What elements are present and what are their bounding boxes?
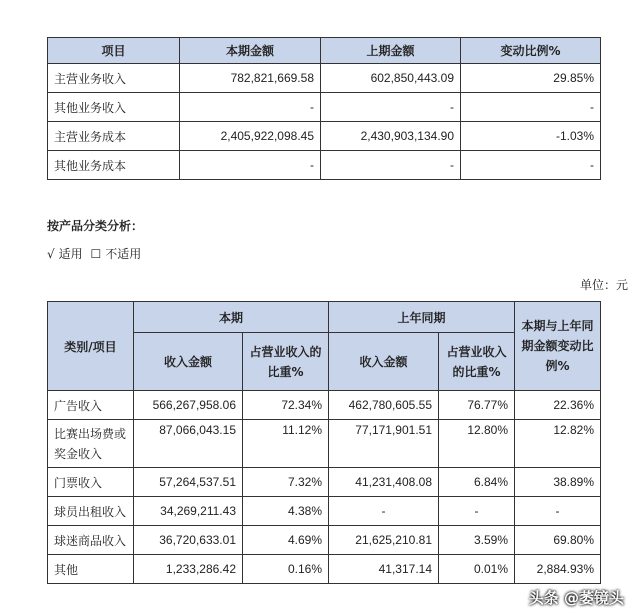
change-ratio: -: [515, 497, 601, 526]
prior-revenue: 77,171,901.51: [329, 420, 439, 468]
change-ratio: 2,884.93%: [515, 555, 601, 584]
prior-share: 76.77%: [439, 391, 515, 420]
income-cost-table: [47, 37, 601, 180]
header-prior: 上年同期: [329, 302, 515, 333]
row-label: 其他: [48, 555, 134, 584]
table-row: [48, 64, 601, 93]
change-ratio: 69.80%: [515, 526, 601, 555]
current-revenue: 566,267,958.06: [134, 391, 243, 420]
prior-revenue: -: [329, 497, 439, 526]
table-row: [48, 526, 601, 555]
table1-header-row: [48, 38, 601, 64]
change-ratio: 29.85%: [461, 64, 601, 93]
current-revenue: 36,720,633.01: [134, 526, 243, 555]
header-revenue: 收入金额: [134, 333, 243, 391]
table-row: [48, 122, 601, 151]
check-mark-icon: √: [47, 247, 55, 261]
header-share: 占营业收入的比重%: [439, 333, 515, 391]
header-current: 本期: [134, 302, 329, 333]
current-revenue: 34,269,211.43: [134, 497, 243, 526]
table-row: [48, 555, 601, 584]
row-label: 主营业务成本: [48, 122, 180, 151]
change-ratio: 38.89%: [515, 468, 601, 497]
row-label: 其他业务成本: [48, 151, 180, 180]
header-change: 本期与上年同期金额变动比例%: [515, 302, 601, 391]
change-ratio: 22.36%: [515, 391, 601, 420]
prior-revenue: 462,780,605.55: [329, 391, 439, 420]
prior-revenue: 21,625,210.81: [329, 526, 439, 555]
current-share: 4.69%: [243, 526, 329, 555]
current-share: 72.34%: [243, 391, 329, 420]
prior-share: 3.59%: [439, 526, 515, 555]
table-row: [48, 391, 601, 420]
row-label: 球员出租收入: [48, 497, 134, 526]
prior-amount: -: [321, 93, 461, 122]
prior-share: 12.80%: [439, 420, 515, 468]
watermark: 头条 @萎镜头: [528, 589, 624, 607]
prior-amount: 602,850,443.09: [321, 64, 461, 93]
current-revenue: 87,066,043.15: [134, 420, 243, 468]
table-row: [48, 468, 601, 497]
option-not-applicable: 不适用: [105, 247, 142, 261]
table-row: [48, 151, 601, 180]
product-category-table: [47, 301, 601, 584]
table1-header: 上期金额: [321, 38, 461, 64]
current-share: 11.12%: [243, 420, 329, 468]
current-amount: 782,821,669.58: [180, 64, 321, 93]
prior-revenue: 41,231,408.08: [329, 468, 439, 497]
section-title: 按产品分类分析：: [47, 219, 144, 233]
current-revenue: 1,233,286.42: [134, 555, 243, 584]
row-label: 门票收入: [48, 468, 134, 497]
applicability-options: [47, 245, 145, 262]
prior-amount: 2,430,903,134.90: [321, 122, 461, 151]
change-ratio: 12.82%: [515, 420, 601, 468]
prior-amount: -: [321, 151, 461, 180]
table-row: [48, 497, 601, 526]
table1-header: 变动比例%: [461, 38, 601, 64]
unit-label: 单位：元: [579, 278, 628, 292]
table-row: [48, 420, 601, 468]
current-amount: -: [180, 93, 321, 122]
change-ratio: -1.03%: [461, 122, 601, 151]
change-ratio: -: [461, 93, 601, 122]
header-category: 类别/项目: [48, 302, 134, 391]
row-label: 其他业务收入: [48, 93, 180, 122]
current-share: 4.38%: [243, 497, 329, 526]
change-ratio: -: [461, 151, 601, 180]
row-label: 广告收入: [48, 391, 134, 420]
row-label: 比赛出场费或奖金收入: [48, 420, 134, 468]
current-amount: -: [180, 151, 321, 180]
header-revenue: 收入金额: [329, 333, 439, 391]
table1-header: 项目: [48, 38, 180, 64]
option-applicable: 适用: [58, 247, 83, 261]
header-share: 占营业收入的比重%: [243, 333, 329, 391]
prior-share: 0.01%: [439, 555, 515, 584]
checkbox-empty-icon: ☐: [90, 247, 102, 261]
current-amount: 2,405,922,098.45: [180, 122, 321, 151]
prior-share: 6.84%: [439, 468, 515, 497]
current-share: 0.16%: [243, 555, 329, 584]
table-row: [48, 93, 601, 122]
prior-revenue: 41,317.14: [329, 555, 439, 584]
current-revenue: 57,264,537.51: [134, 468, 243, 497]
current-share: 7.32%: [243, 468, 329, 497]
table1-header: 本期金额: [180, 38, 321, 64]
table2-header-row: [48, 302, 601, 333]
row-label: 主营业务收入: [48, 64, 180, 93]
prior-share: -: [439, 497, 515, 526]
row-label: 球迷商品收入: [48, 526, 134, 555]
